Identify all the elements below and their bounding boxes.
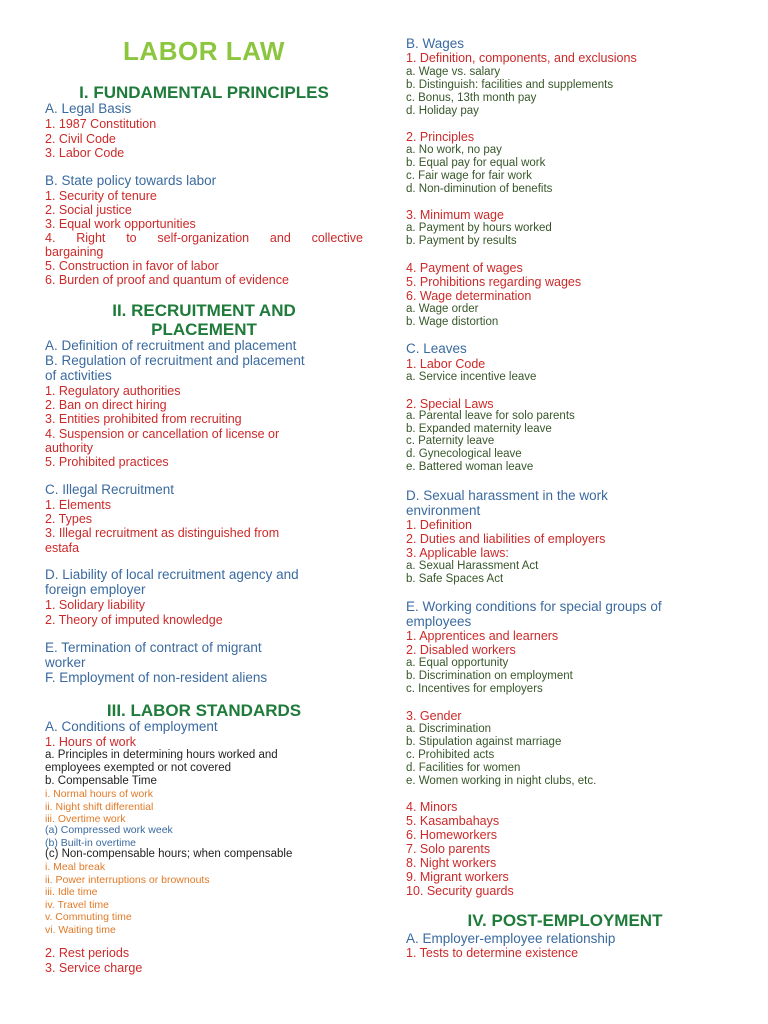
outline-item: (a) Compressed work week — [45, 824, 173, 836]
outline-item: 3. Minimum wage — [406, 208, 504, 222]
outline-item: 2. Theory of imputed knowledge — [45, 612, 223, 627]
outline-item: a. Wage vs. salary — [406, 66, 501, 78]
outline-item: 6. Burden of proof and quantum of evidence — [45, 273, 289, 287]
outline-item: b. Distinguish: facilities and supplements — [406, 79, 614, 91]
outline-item: 9. Migrant workers — [406, 870, 509, 884]
outline-item: 5. Kasambahays — [406, 814, 500, 828]
outline-item: 1. Hours of work — [45, 735, 137, 749]
subsection-heading: A. Employer-employee relationship — [406, 931, 616, 946]
outline-item: a. Principles in determining hours worked and — [45, 749, 278, 761]
outline-item: iii. Idle time — [45, 886, 98, 898]
outline-item: 6. Homeworkers — [406, 828, 497, 842]
outline-item: authority — [45, 440, 93, 455]
subsection-heading: B. State policy towards labor — [45, 173, 217, 188]
outline-item: 2. Civil Code — [45, 131, 116, 146]
outline-item: (c) Non-compensable hours; when compensable — [45, 848, 293, 860]
outline-item: 5. Prohibited practices — [45, 455, 169, 469]
outline-item: 7. Solo parents — [406, 842, 491, 856]
outline-item: a. No work, no pay — [406, 144, 502, 156]
outline-item: c. Prohibited acts — [406, 749, 495, 761]
subsection-heading: E. Working conditions for special groups of — [406, 599, 662, 614]
subsection-heading: E. Termination of contract of migrant — [45, 640, 262, 655]
subsection-heading: B. Wages — [406, 36, 465, 51]
subsection-heading: employees — [406, 614, 472, 629]
outline-item: d. Non-diminution of benefits — [406, 183, 553, 195]
outline-item: estafa — [45, 540, 80, 555]
section-heading: PLACEMENT — [151, 320, 257, 339]
outline-item: i. Meal break — [45, 861, 106, 873]
outline-item: 1. Labor Code — [406, 357, 486, 371]
subsection-heading: A. Legal Basis — [45, 101, 132, 116]
outline-item: d. Facilities for women — [406, 762, 521, 774]
outline-item: b. Discrimination on employment — [406, 670, 573, 682]
outline-item: 3. Equal work opportunities — [45, 217, 196, 232]
subsection-heading: worker — [45, 655, 86, 670]
outline-item: employees exempted or not covered — [45, 762, 232, 774]
subsection-heading: foreign employer — [45, 582, 146, 597]
outline-item: 6. Wage determination — [406, 289, 532, 303]
subsection-heading: D. Sexual harassment in the work — [406, 488, 608, 503]
outline-item: 2. Rest periods — [45, 946, 130, 960]
outline-item: b. Safe Spaces Act — [406, 573, 504, 585]
section-heading: II. RECRUITMENT AND — [112, 301, 296, 320]
outline-item: b. Wage distortion — [406, 316, 499, 328]
outline-item: d. Gynecological leave — [406, 448, 522, 461]
outline-item: 3. Gender — [406, 709, 462, 723]
outline-item: 4. Right to self-organization and collective — [45, 231, 363, 245]
outline-item: vi. Waiting time — [45, 923, 116, 936]
outline-item: d. Holiday pay — [406, 105, 479, 117]
outline-item: 5. Prohibitions regarding wages — [406, 275, 582, 289]
outline-item: b. Payment by results — [406, 235, 517, 247]
outline-item: v. Commuting time — [45, 911, 132, 923]
outline-item: 2. Principles — [406, 130, 475, 144]
outline-item: 1. Definition — [406, 518, 473, 532]
outline-item: 3. Applicable laws: — [406, 546, 509, 560]
outline-item: 3. Entities prohibited from recruiting — [45, 412, 242, 427]
outline-item: 2. Duties and liabilities of employers — [406, 532, 606, 546]
outline-item: 3. Labor Code — [45, 146, 125, 160]
outline-item: ii. Night shift differential — [45, 800, 154, 813]
outline-item: 10. Security guards — [406, 884, 514, 898]
subsection-heading: A. Conditions of employment — [45, 719, 218, 734]
outline-item: 2. Special Laws — [406, 397, 494, 411]
outline-item: a. Service incentive leave — [406, 371, 537, 383]
subsection-heading: D. Liability of local recruitment agency and — [45, 567, 299, 582]
outline-item: e. Women working in night clubs, etc. — [406, 775, 597, 787]
outline-item: c. Incentives for employers — [406, 683, 543, 695]
outline-item: a. Parental leave for solo parents — [406, 410, 575, 422]
outline-item: 8. Night workers — [406, 856, 497, 870]
outline-item: a. Discrimination — [406, 723, 491, 735]
subsection-heading: of activities — [45, 368, 112, 383]
section-heading: IV. POST-EMPLOYMENT — [467, 911, 663, 930]
outline-item: 4. Suspension or cancellation of license or — [45, 426, 280, 441]
outline-item: 1. Definition, components, and exclusions — [406, 51, 637, 65]
subsection-heading: environment — [406, 503, 481, 518]
outline-item: 1. Elements — [45, 498, 112, 512]
outline-item: 5. Construction in favor of labor — [45, 259, 219, 273]
outline-item: 2. Disabled workers — [406, 643, 516, 657]
outline-item: 1. Tests to determine existence — [406, 946, 579, 960]
outline-item: 1. 1987 Constitution — [45, 117, 157, 131]
outline-item: b. Equal pay for equal work — [406, 157, 546, 169]
outline-item: e. Battered woman leave — [406, 460, 534, 473]
outline-item: 3. Service charge — [45, 960, 143, 975]
outline-item: 2. Ban on direct hiring — [45, 398, 167, 413]
page-title: LABOR LAW — [123, 36, 285, 66]
outline-item: 1. Regulatory authorities — [45, 384, 181, 398]
outline-item: iv. Travel time — [45, 898, 109, 911]
subsection-heading: C. Leaves — [406, 341, 467, 356]
outline-item: i. Normal hours of work — [45, 788, 153, 800]
subsection-heading: C. Illegal Recruitment — [45, 482, 175, 497]
outline-item: 2. Social justice — [45, 203, 132, 218]
outline-item: ii. Power interruptions or brownouts — [45, 873, 210, 886]
outline-item: 4. Minors — [406, 800, 458, 814]
outline-item: a. Equal opportunity — [406, 657, 509, 669]
subsection-heading: F. Employment of non-resident aliens — [45, 670, 268, 685]
outline-item: c. Fair wage for fair work — [406, 170, 532, 182]
outline-item: 1. Apprentices and learners — [406, 629, 559, 643]
outline-item: a. Wage order — [406, 303, 479, 315]
outline-item: b. Stipulation against marriage — [406, 736, 562, 748]
outline-item: (b) Built-in overtime — [45, 836, 137, 849]
section-heading: III. LABOR STANDARDS — [106, 701, 302, 720]
subsection-heading: B. Regulation of recruitment and placement — [45, 353, 305, 368]
outline-item: a. Sexual Harassment Act — [406, 560, 539, 572]
outline-item: 1. Security of tenure — [45, 189, 157, 203]
outline-item: c. Paternity leave — [406, 435, 495, 448]
outline-item: bargaining — [45, 245, 104, 259]
outline-item: 2. Types — [45, 512, 93, 527]
outline-item: b. Expanded maternity leave — [406, 422, 552, 435]
outline-item: iii. Overtime work — [45, 813, 126, 825]
outline-item: 3. Illegal recruitment as distinguished from — [45, 526, 280, 541]
outline-item: 4. Payment of wages — [406, 261, 523, 275]
outline-item: 1. Solidary liability — [45, 598, 146, 612]
section-heading: I. FUNDAMENTAL PRINCIPLES — [79, 83, 329, 102]
outline-item: a. Payment by hours worked — [406, 222, 552, 234]
outline-item: c. Bonus, 13th month pay — [406, 92, 537, 104]
subsection-heading: A. Definition of recruitment and placement — [45, 338, 297, 353]
outline-item: b. Compensable Time — [45, 775, 157, 787]
